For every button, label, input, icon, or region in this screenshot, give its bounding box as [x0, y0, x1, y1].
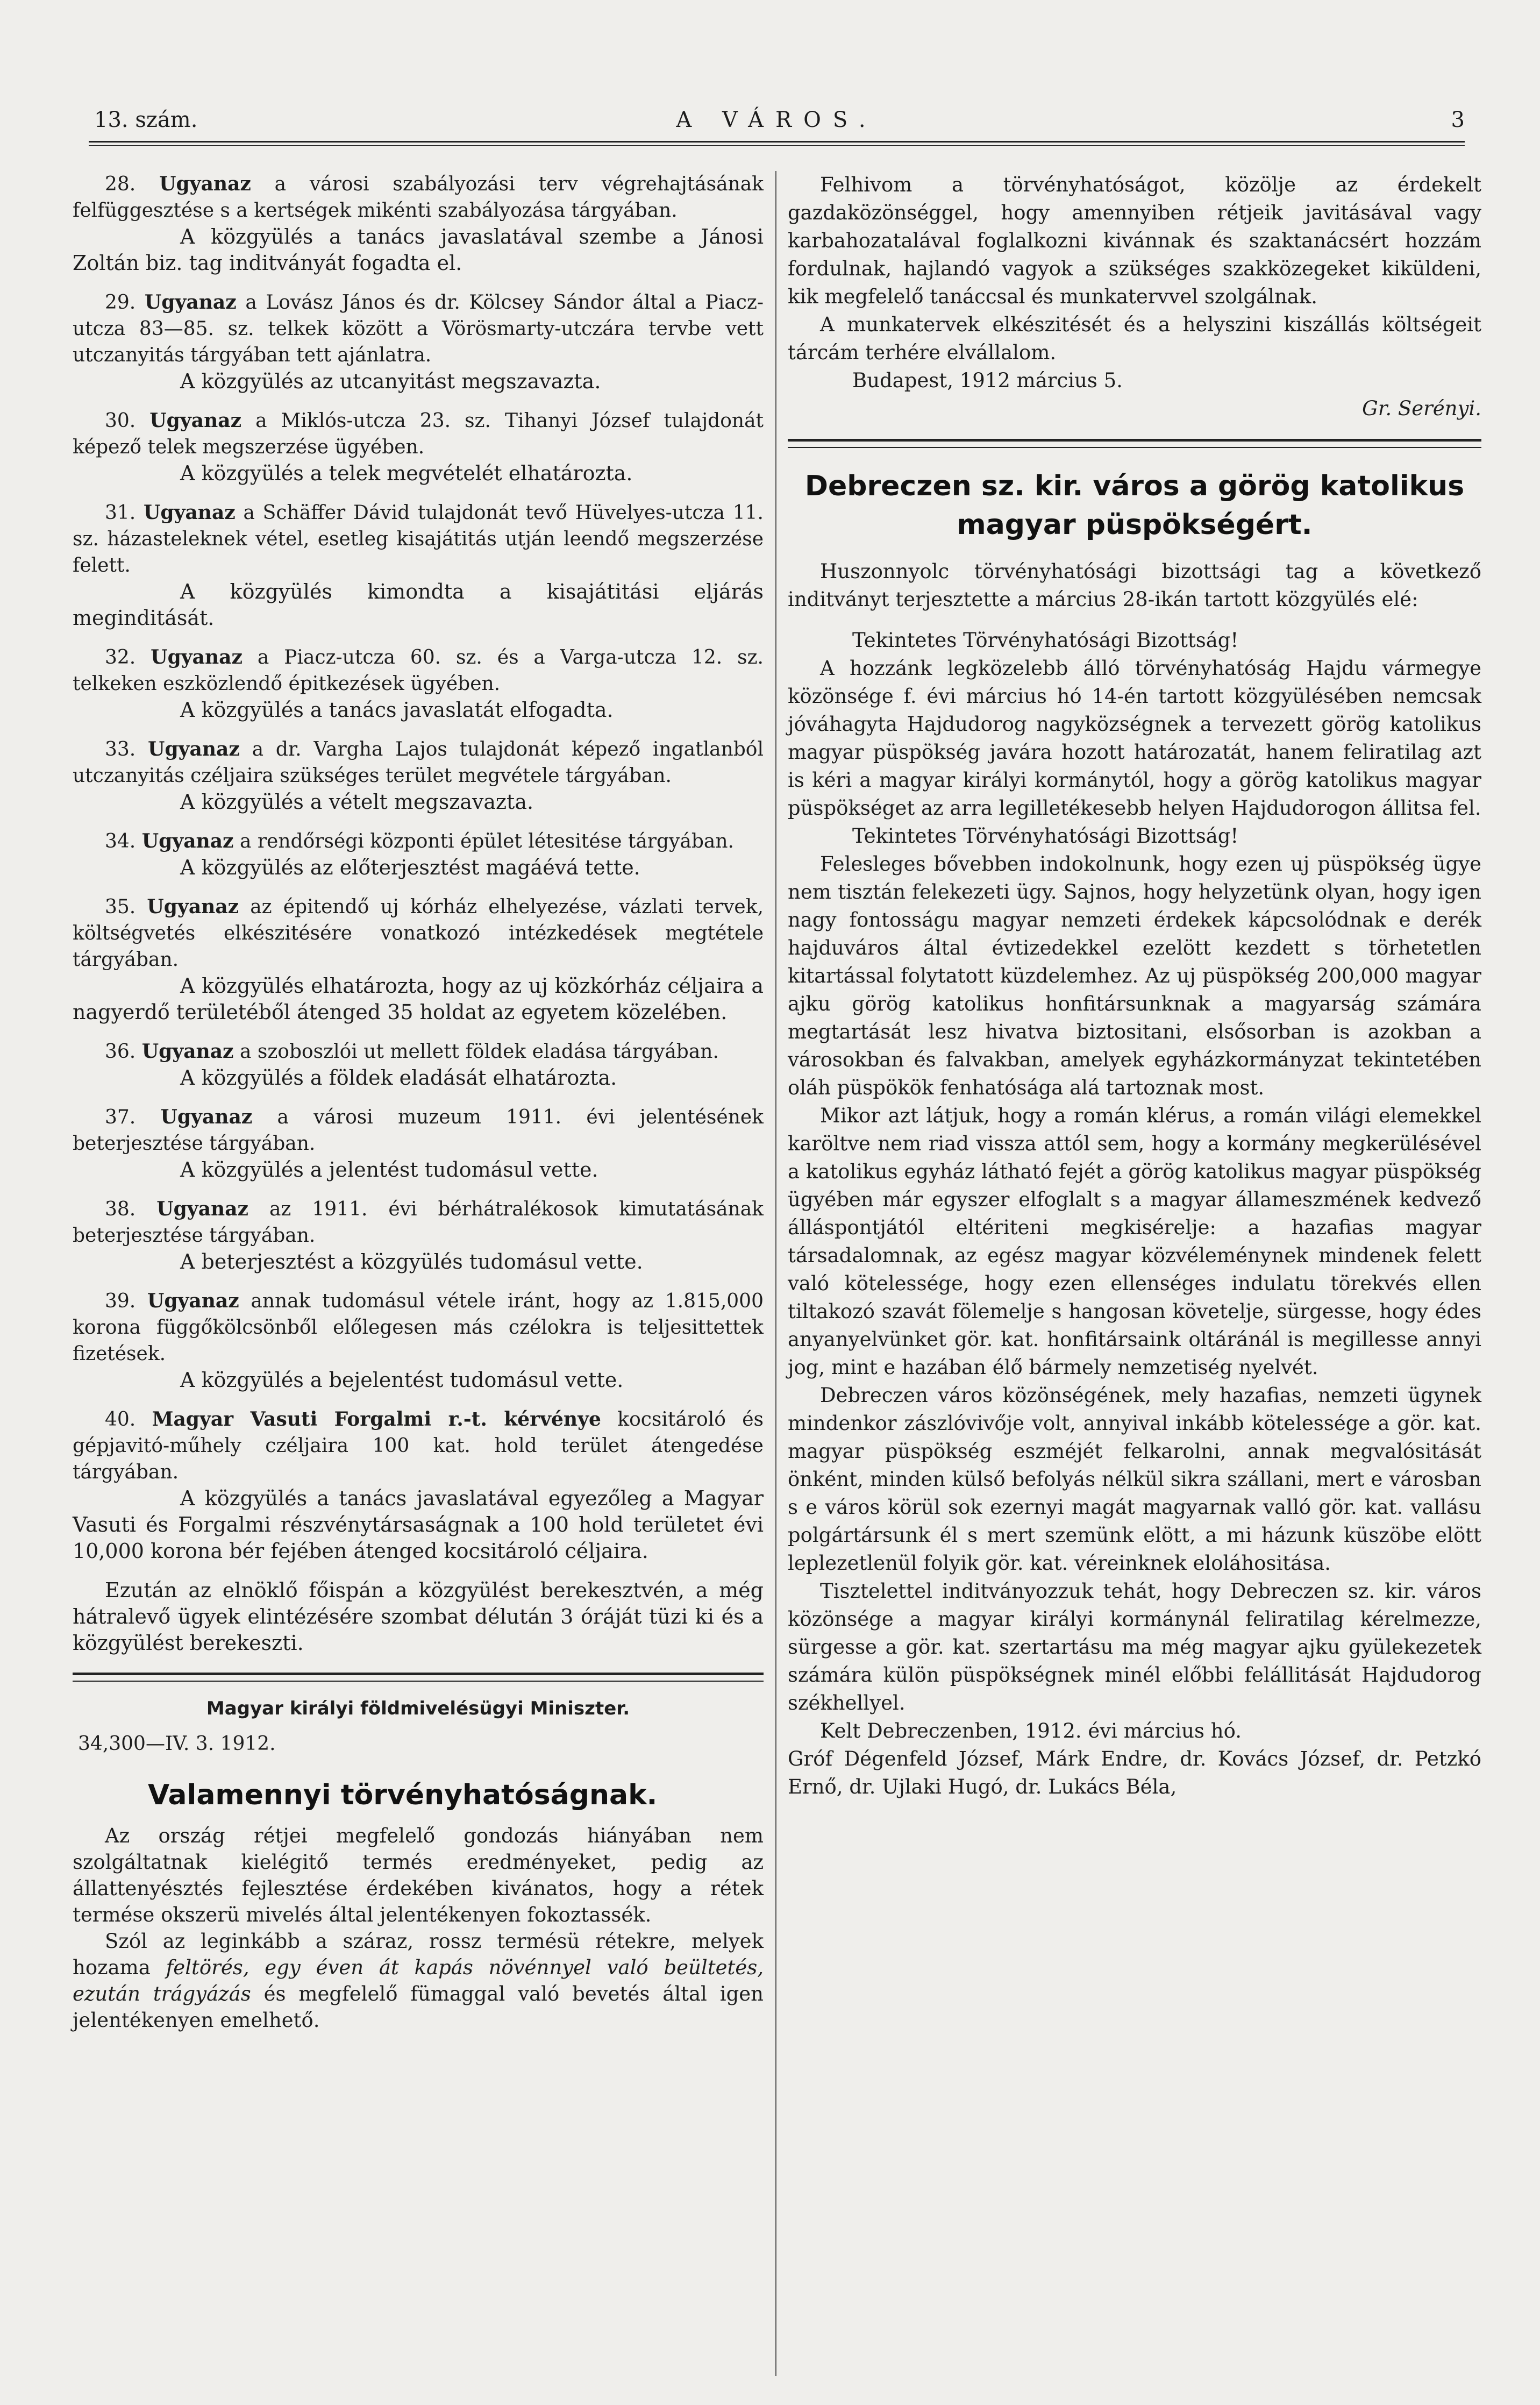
agenda-item-resolution: A beterjesztést a közgyülés tudomásul vette.: [180, 1250, 643, 1273]
agenda-item-text: a szoboszlói ut mellett földek eladása tárgyában.: [239, 1041, 719, 1063]
agenda-item-number: 36.: [105, 1041, 136, 1063]
article-heading-line-1: Debreczen sz. kir. város a görög katolikus: [804, 470, 1465, 502]
agenda-item-resolution: A közgyülés az utcanyitást megszavazta.: [180, 369, 601, 393]
agenda-item-text: annak tudomásul vétele iránt, hogy az 1.815,000 korona függőkölcsönből előlegesen más czélokra is teljesittettek fizetések.: [73, 1290, 764, 1365]
publication-title: A VÁROS.: [676, 108, 878, 132]
agenda-item-keyword: Ugyanaz: [147, 895, 239, 918]
agenda-item-keyword: Ugyanaz: [141, 830, 234, 852]
agenda-item-keyword: Ugyanaz: [151, 646, 243, 668]
agenda-item-resolution: A közgyülés a tanács javaslatával szembe a Jánosi Zoltán biz. tag inditványát fogadta el.: [73, 225, 764, 275]
article-paragraph-3: Mikor azt látjuk, hogy a román klérus, a román világi elemekkel karöltve nem riad vissza attól sem, hogy a kormány megkerülésével a katolikus egyház látható fejét a görög katolikus magyar püspökség ügyében már egyszer elfoglalt s a magyar állameszmének kedvező álláspontjától eltériteni megkisérelje: a hazafias magyar társadalomnak, az egész magyar közvéleménynek mindenek felett való kötelessége, hogy ezen ellenséges indulatu törekvés ellen tiltakozó szavát fölemelje s hangosan követelje, sürgesse, hogy édes anyanyelvünket gör. kat. honfitársaink oltáránál is megillesse annyi jog, mint e hazában élő bármely nemzetiség nyelvét.: [788, 1104, 1481, 1379]
article-intro: Huszonnyolc törvényhatósági bizottsági tag a következő inditványt terjesztette a március 28-ikán tartott közgyülés elé:: [788, 560, 1481, 611]
agenda-item-text: a városi muzeum 1911. évi jelentésének beterjesztése tárgyában.: [73, 1106, 764, 1155]
agenda-item-number: 35.: [105, 896, 136, 918]
header-rule: [89, 141, 1465, 143]
agenda-item-keyword: Ugyanaz: [148, 738, 240, 760]
agenda-item: [73, 644, 764, 697]
agenda-item-number: 39.: [105, 1290, 136, 1312]
agenda-item-resolution: A közgyülés elhatározta, hogy az uj közkórház céljaira a nagyerdő területéből átenged 35 holdat az egyetem közelében.: [73, 974, 764, 1024]
article-heading-line-2: magyar püspökségért.: [957, 509, 1313, 541]
closing-paragraph: Ezután az elnöklő főispán a közgyülést berekesztvén, a még hátralevő ügyek elintézésére szombat délután 3 óráját tüzi ki és a közgyülést berekeszti.: [73, 1578, 764, 1655]
agenda-item-number: 37.: [105, 1106, 136, 1128]
agenda-item-number: 38.: [105, 1198, 136, 1220]
article-paragraph-5: Tisztelettel inditványozzuk tehát, hogy Debreczen sz. kir. város közönsége a magyar királyi kormánynál feliratilag kérelmezze, sürgesse a gör. kat. szertartásu ma még magyar ajku gyülekezetek számára külön püspökségnek minél előbbi felállitását Hajdudorog székhellyel.: [788, 1579, 1481, 1714]
agenda-item-text: a rendőrségi központi épület létesitése tárgyában.: [239, 830, 734, 852]
agenda-item: [73, 1104, 764, 1157]
agenda-item-resolution: A közgyülés a tanács javaslatát elfogadta.: [180, 698, 614, 722]
agenda-item: [73, 289, 764, 368]
agenda-item-keyword: Ugyanaz: [144, 291, 237, 314]
left-column: [73, 171, 764, 2033]
article-dated: Kelt Debreczenben, 1912. évi március hó.: [820, 1719, 1242, 1742]
agenda-item-text: az 1911. évi bérhátralékosok kimutatásának beterjesztése tárgyában.: [73, 1198, 764, 1247]
agenda-item-resolution: A közgyülés a telek megvételét elhatározta.: [180, 461, 633, 485]
agenda-item-number: 33.: [105, 738, 136, 760]
agenda-item-number: 32.: [105, 646, 136, 668]
ministry-title: Magyar királyi földmivelésügyi Miniszter.: [206, 1698, 630, 1719]
agenda-item-text: a Schäffer Dávid tulajdonát tevő Hüvelyes-utcza 11. sz. házasteleknek vétel, esetleg kisajátitás utján leendő megszerzése felett.: [73, 502, 764, 577]
letter-date: Budapest, 1912 március 5.: [852, 369, 1123, 392]
letter-paragraph-1: Felhivom a törvényhatóságot, közölje az érdekelt gazdaközönséggel, hogy amennyiben rétjeik javitásával vagy karbahozatalával foglalkozni kivánnak és szaktanácsért hozzám fordulnak, hajlandó vagyok a szükséges szakközegeket kiküldeni, kik megfelelő tanáccsal és munkatervvel szolgálnak.: [788, 173, 1481, 308]
section-divider: [73, 1673, 764, 1682]
right-column: [788, 171, 1481, 1801]
agenda-item-resolution: A közgyülés a jelentést tudomásul vette.: [180, 1158, 598, 1182]
agenda-item: [73, 736, 764, 789]
article-paragraph-4: Debreczen város közönségének, mely hazafias, nemzeti ügynek mindenkor zászlóvivője volt, annyival inkább kötelessége a gör. kat. magyar püspökség eszméjét felkarolni, annak megvalósitását önként, minden külső befolyás nélkül sikra szállani, mert e városban s e város körül sok ezernyi magát magyarnak valló gör. kat. vallásu polgártársunk él s mert szemünk elött, a mi házunk küszöbe elött leplezetlenül folyik gör. kat. véreinknek eloláhositása.: [788, 1384, 1481, 1575]
decree-heading: Valamennyi törvényhatóságnak.: [148, 1779, 658, 1811]
decree-paragraph-1: Az ország rétjei megfelelő gondozás hiányában nem szolgáltatnak kielégitő termés eredményeket, pedig az állattenyésztés fejlesztése érdekében kivánatos, hogy a rétek termése okszerü mivelés által jelentékenyen fokoztassék.: [73, 1824, 764, 1926]
article-paragraph-1: A hozzánk legközelebb álló törvényhatóság Hajdu vármegye közönsége f. évi március hó 14-én tartott közgyülésében nemcsak jóváhagyta Hajdudorog nagyközségnek a tervezett görög katolikus magyar püspökség javára hozott határozatát, hanem feliratilag azt is kéri a magyar királyi kormánytól, hogy a görög katolikus magyar püspökséget az arra legilletékesebb helyen Hajdudorogon állitsa fel.: [788, 657, 1481, 820]
agenda-item-text: kocsitároló és gépjavitó-műhely czéljaira 100 kat. hold terület átengedése tárgyában.: [73, 1408, 764, 1483]
issue-number: 13. szám.: [94, 108, 198, 132]
agenda-item-text: az épitendő uj kórház elhelyezése, vázlati tervek, költségvetés elkészitésére vonatkozó intézkedések megtétele tárgyában.: [73, 896, 764, 971]
agenda-item-resolution: A közgyülés a tanács javaslatával egyezőleg a Magyar Vasuti és Forgalmi részvénytársaságnak a 100 hold területet évi 10,000 korona bér fejében átenged kocsitároló céljaira.: [73, 1486, 764, 1563]
agenda-item: [73, 1406, 764, 1485]
header-rule-thin: [89, 145, 1465, 146]
agenda-item: [73, 1196, 764, 1249]
agenda-item: [73, 500, 764, 579]
agenda-item-keyword: Magyar Vasuti Forgalmi r.-t. kérvénye: [152, 1408, 601, 1431]
agenda-item-resolution: A közgyülés a bejelentést tudomásul vette.: [180, 1368, 624, 1392]
article-signers: Gróf Dégenfeld József, Márk Endre, dr. Kovács József, dr. Petzkó Ernő, dr. Ujlaki Hugó, dr. Lukács Béla,: [788, 1747, 1481, 1798]
agenda-item-keyword: Ugyanaz: [160, 1106, 253, 1128]
agenda-item-number: 40.: [105, 1408, 136, 1431]
agenda-item-resolution: A közgyülés kimondta a kisajátitási eljárás meginditását.: [73, 580, 764, 630]
agenda-item-number: 34.: [105, 830, 136, 852]
page-header: [89, 108, 1465, 140]
agenda-item-text: a Piacz-utcza 60. sz. és a Varga-utcza 12. sz. telkeken eszközlendő épitkezések ügyében.: [73, 646, 764, 695]
reference-number: 34,300—IV. 3. 1912.: [78, 1733, 276, 1755]
agenda-item: [73, 894, 764, 973]
salutation-1: Tekintetes Törvényhatósági Bizottság!: [852, 629, 1239, 652]
agenda-item-resolution: A közgyülés a földek eladását elhatározta.: [180, 1066, 617, 1090]
agenda-item-text: a városi szabályozási terv végrehajtásának felfüggesztése s a kertségek mikénti szabályozása tárgyában.: [73, 173, 764, 222]
agenda-item-keyword: Ugyanaz: [159, 173, 251, 195]
page-number: 3: [1451, 108, 1465, 132]
salutation-2: Tekintetes Törvényhatósági Bizottság!: [852, 824, 1239, 848]
section-divider-right: [788, 439, 1481, 448]
agenda-item-keyword: Ugyanaz: [149, 409, 242, 432]
agenda-item-number: 29.: [105, 291, 136, 314]
agenda-item-number: 30.: [105, 410, 136, 432]
agenda-item-keyword: Ugyanaz: [141, 1040, 234, 1063]
agenda-item-keyword: Ugyanaz: [156, 1198, 248, 1220]
agenda-item-number: 28.: [105, 173, 136, 195]
agenda-item-keyword: Ugyanaz: [144, 501, 236, 524]
letter-paragraph-2: A munkatervek elkészitését és a helyszini kiszállás költségeit tárcám terhére elvállalom.: [788, 313, 1481, 364]
agenda-item-number: 31.: [105, 502, 136, 524]
agenda-item-resolution: A közgyülés a vételt megszavazta.: [180, 790, 534, 814]
agenda-item-resolution: A közgyülés az előterjesztést magáévá tette.: [180, 856, 640, 879]
agenda-item: [73, 408, 764, 460]
agenda-item-text: a dr. Vargha Lajos tulajdonát képező ingatlanból utczanyitás czéljaira szükséges terület megvétele tárgyában.: [73, 738, 764, 787]
agenda-item: [73, 828, 764, 855]
agenda-item: [73, 171, 764, 224]
agenda-item-text: a Miklós-utcza 23. sz. Tihanyi József tulajdonát képező telek megszerzése ügyében.: [73, 410, 764, 458]
column-divider: [775, 171, 776, 2376]
agenda-item-keyword: Ugyanaz: [147, 1290, 239, 1312]
agenda-item: [73, 1288, 764, 1367]
italic-phrase: feltörés, egy éven át kapás növénnyel való beültetés, ezután trágyázás: [73, 1956, 764, 2005]
letter-signature: Gr. Serényi.: [1362, 397, 1481, 420]
agenda-item-text: a Lovász János és dr. Kölcsey Sándor által a Piacz-utcza 83—85. sz. telkek között a Vörösmarty-utczára tervbe vett utczanyitás tárgyában tett ajánlatra.: [73, 291, 764, 366]
agenda-item: [73, 1038, 764, 1065]
article-paragraph-2: Felesleges bővebben indokolnunk, hogy ezen uj püspökség ügye nem tisztán felekezeti ügy. Sajnos, hogy helyzetünk olyan, hogy igen nagy fontosságu magyar nemzeti érdekek kápcsolódnak e derék hajduváros által évtizedekkel ezelött kezdett s törhetetlen kitartással folytatott küzdelemhez. Az uj püspökség 200,000 magyar ajku görög katolikus honfitársunknak a magyarság számára megtartását lesz hivatva biztositani, elsősorban is azokban a városokban és falvakban, amelyek egyházkormányzat tekintetében oláh püspökök fenhatósága alá tartoznak most.: [788, 852, 1481, 1099]
decree-paragraph-2: Szól az leginkább a száraz, rossz termésü rétekre, melyek hozama feltörés, egy éven át kapás növénnyel való beültetés, ezután trágyázás és megfelelő fümaggal való bevetés által igen jelentékenyen emelhető.: [73, 1930, 764, 2032]
